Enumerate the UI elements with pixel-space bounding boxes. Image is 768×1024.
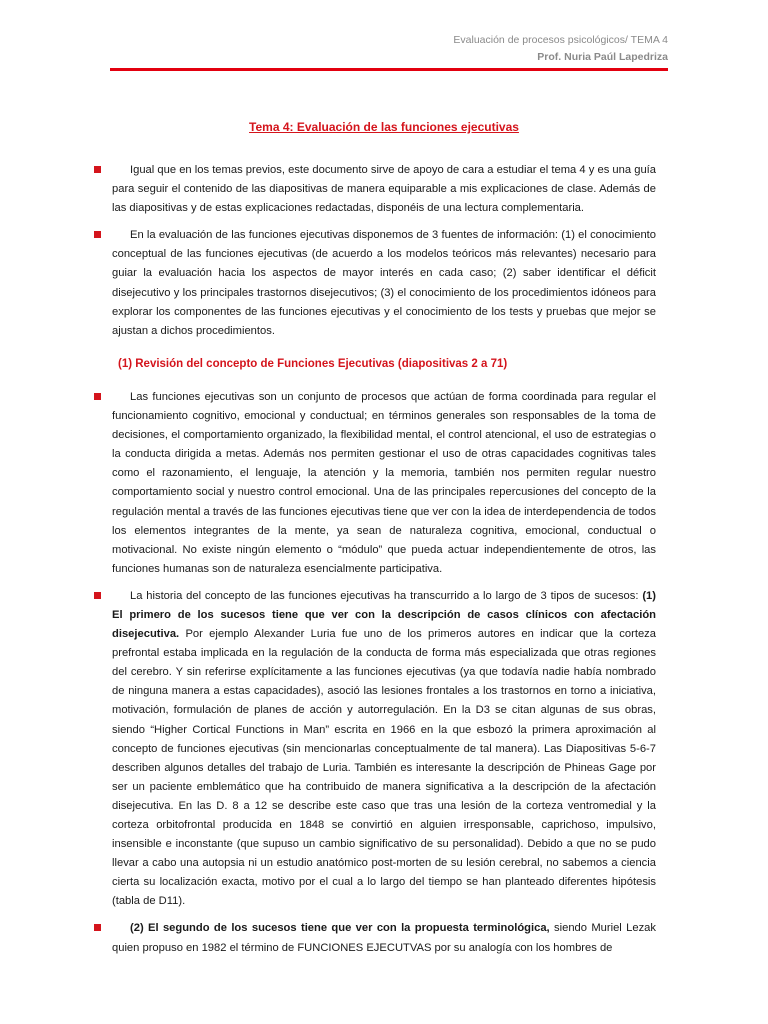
paragraph-text: Las funciones ejecutivas son un conjunto de procesos que actúan de forma coordinada para regular el funcionamiento cognitivo, emocional y conductual; en términos generales son responsables de la toma de decisiones, el comportamiento organizado, la flexibilidad mental, el control atencional, el uso de estrategias o la conducta dirigida a metas. Además nos permiten gestionar el uso de otras capacidades cognitivas tales como el razonamiento, el lenguaje, la atención y la memoria, también nos permiten regular nuestro comportamiento social y nuestro control emocional. Una de las principales repercusiones del concepto de la regulación mental a través de las funciones ejecutivas tiene que ver con la idea de interdependencia de todos los elementos integrantes de la mente, ya sean de naturaleza cognitiva, emocional, conductual o motivacional. No existe ningún elemento o “módulo” que pueda actuar independientemente de otros, las funciones humanas son de naturaleza esencialmente participativa. bbox=[112, 390, 656, 575]
bullet-square-icon bbox=[94, 592, 101, 599]
header-rule bbox=[110, 68, 668, 71]
paragraph-bold-text: (2) El segundo de los sucesos tiene que ver con la propuesta terminológica, bbox=[130, 922, 550, 935]
section-heading: (1) Revisión del concepto de Funciones Ejecutivas (diapositivas 2 a 71) bbox=[118, 357, 508, 370]
bullet-square-icon bbox=[94, 231, 101, 238]
document-body bbox=[112, 161, 656, 966]
paragraph-text: En la evaluación de las funciones ejecutivas disponemos de 3 fuentes de información: (1) el conocimiento conceptual de las funciones ejecutivas (de acuerdo a los modelos teóricos más relevantes) necesario para guiar la evaluación hacia los aspectos de mayor interés en cada caso; (2) saber identificar el déficit disejecutivo y los principales trastornos disejecutivos; (3) el conocimiento de los procedimientos idóneos para explorar los componentes de las funciones ejecutivas y el conocimiento de los tests y pruebas que mejor se ajustan a dichos procedimientos. bbox=[112, 229, 656, 337]
document-title: Tema 4: Evaluación de las funciones ejecutivas bbox=[249, 120, 519, 134]
page-header bbox=[453, 32, 668, 66]
bullet-square-icon bbox=[94, 166, 101, 173]
paragraph-text: siendo Muriel Lezak quien propuso en 1982 el término de FUNCIONES EJECUTVAS por su analogía con los hombres de bbox=[112, 922, 657, 954]
course-title: Evaluación de procesos psicológicos/ TEMA 4 bbox=[453, 34, 668, 46]
paragraph-history bbox=[112, 587, 656, 912]
paragraph-text: Igual que en los temas previos, este documento sirve de apoyo de cara a estudiar el tema 4 y es una guía para seguir el contenido de las diapositivas de manera equiparable a mis explicaciones de clase. Además de las diapositivas y de estas explicaciones redactadas, disponéis de una lectura complementaria. bbox=[112, 164, 656, 215]
paragraph-sources bbox=[112, 226, 656, 341]
author-name: Prof. Nuria Paúl Lapedriza bbox=[537, 51, 668, 63]
paragraph-definition bbox=[112, 388, 656, 579]
bullet-square-icon bbox=[94, 393, 101, 400]
paragraph-text: Por ejemplo Alexander Luria fue uno de los primeros autores en indicar que la corteza prefrontal estaba implicada en la regulación de la conducta de forma más especializada que otras regiones del cerebro. Y sin referirse explícitamente a las funciones ejecutivas (ya que todavía nadie había nombrado de ninguna manera a estas capacidades), asoció las lesiones frontales a los trastornos en torno a iniciativa, motivación, formulación de planes de acción y autorregulación. En la D3 se citan algunas de sus obras, siendo “Higher Cortical Functions in Man” escrita en 1966 en la que esbozó la primera aproximación al concepto de funciones ejecutivas (sin mencionarlas conceptualmente de tal manera). Las Diapositivas 5-6-7 describen algunos detalles del trabajo de Luria. También es interesante la descripción de Phineas Gage por ser un paciente emblemático que ha contribuido de manera significativa a la descripción de la afectación disejecutiva. En las D. 8 a 12 se describe este caso que tras una lesión de la corteza ventromedial y la corteza orbitofrontal producida en 1848 se convirtió en alguien irresponsable, caprichoso, impulsivo, insensible e inconstante (que supuso un cambio significativo de su personalidad). Debido a que no se pudo llevar a cabo una autopsia ni un estudio anatómico post-morten de su lesión cerebral, no sabemos a ciencia cierta su localización exacta, motivo por el cual a lo largo del tiempo se han planteado diferentes hipótesis (tabla de D11). bbox=[112, 628, 656, 908]
bullet-square-icon bbox=[94, 924, 101, 931]
paragraph-intro bbox=[112, 161, 656, 218]
paragraph-text: La historia del concepto de las funciones ejecutivas ha transcurrido a lo largo de 3 tipos de sucesos: bbox=[130, 589, 639, 602]
paragraph-bold-text: (1) El primero de los sucesos tiene que ver con la descripción de casos clínicos con afectación disejecutiva. bbox=[112, 589, 656, 641]
paragraph-terminology bbox=[112, 919, 656, 957]
